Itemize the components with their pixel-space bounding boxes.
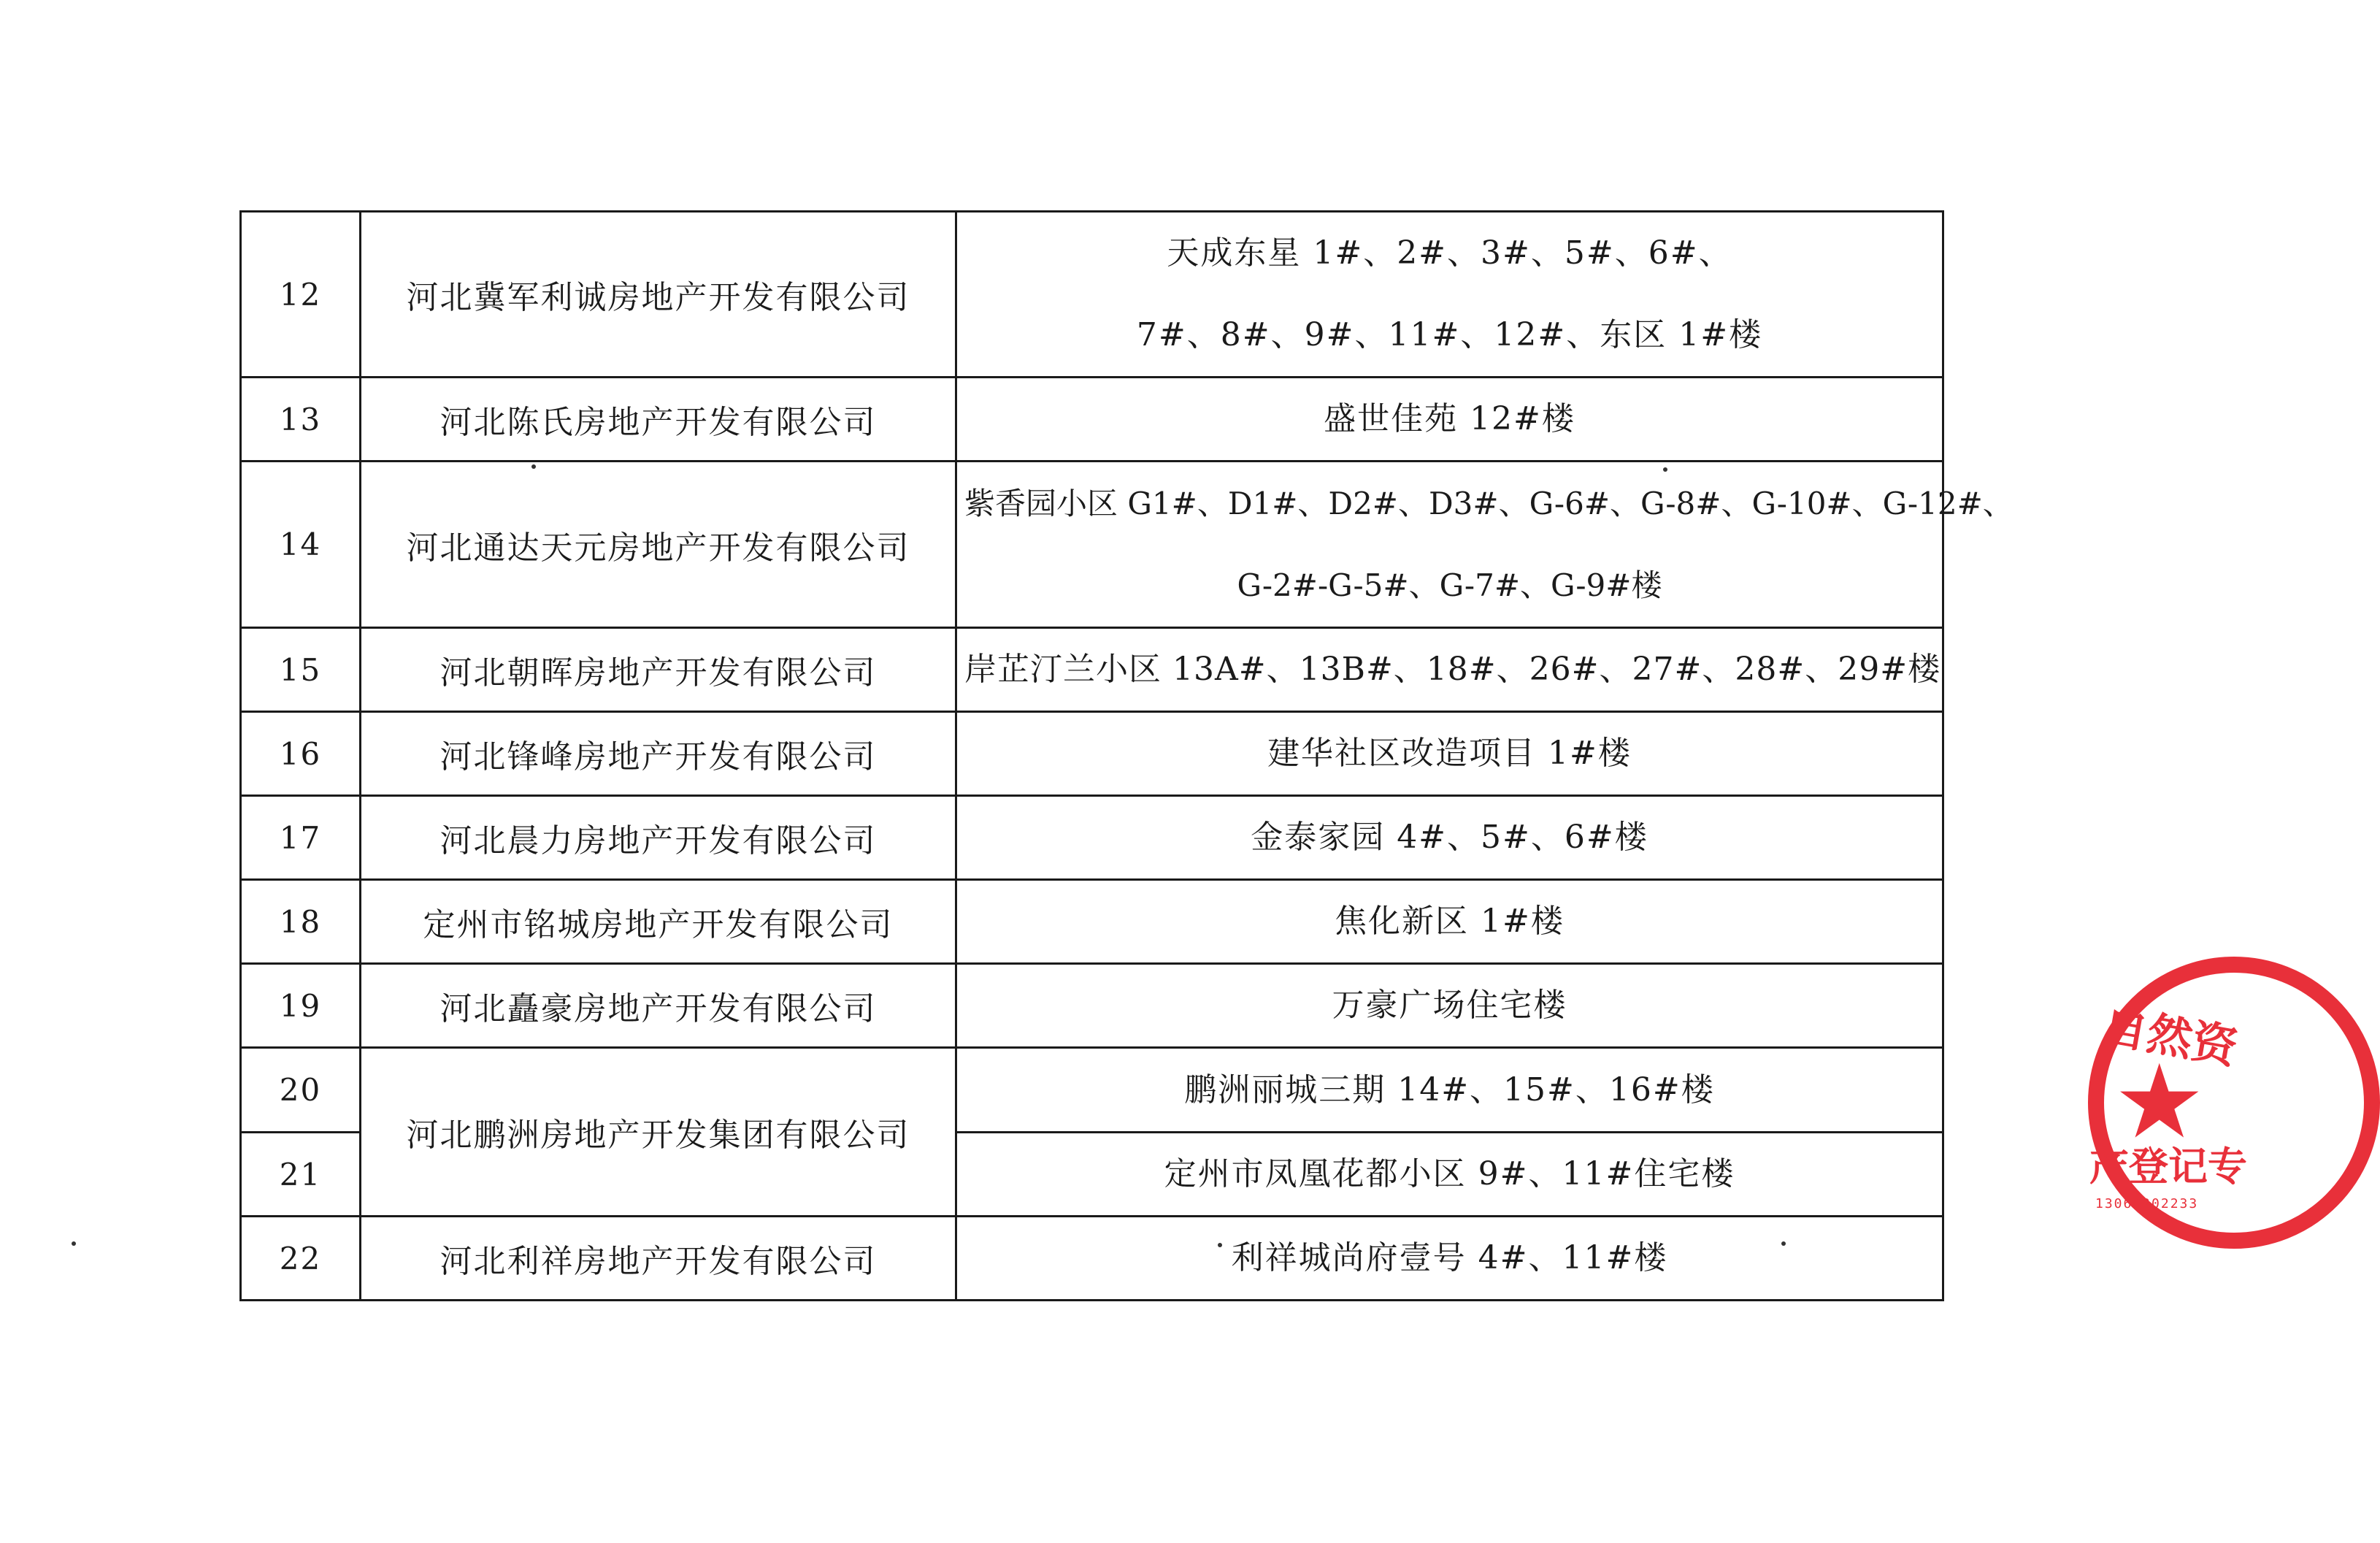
row-number: 12 [241,212,361,378]
project-cell [956,1048,1943,1133]
seal-text-bottom: 产登记专 [2089,1144,2247,1190]
project-cell [956,1133,1943,1217]
table-row [241,1048,1943,1133]
project-line: 金泰家园 4#、5#、6#楼 [1251,819,1648,856]
table-row [241,628,1943,712]
company-name: 河北冀军利诚房地产开发有限公司 [361,212,956,378]
project-table [239,210,2014,1301]
project-line: 天成东星 1#、2#、3#、5#、6#、 [1167,234,1732,272]
project-line: 岸芷汀兰小区 13A#、13B#、18#、26#、27#、28#、29#楼 [964,651,1941,688]
table-row [241,880,1943,964]
project-cell [956,212,1943,378]
project-cell [956,880,1943,964]
row-number: 19 [241,964,361,1048]
table-row [241,212,1943,378]
project-cell [956,1217,1943,1301]
project-line: 盛世佳苑 12#楼 [1324,400,1575,437]
table-row [241,712,1943,796]
row-number: 18 [241,880,361,964]
row-number: 16 [241,712,361,796]
scan-speck [531,464,536,469]
company-name: 河北矗豪房地产开发有限公司 [361,964,956,1048]
project-line: 鹏洲丽城三期 14#、15#、16#楼 [1184,1071,1715,1109]
star-icon: ★ [2114,1043,2206,1162]
company-name: 河北朝晖房地产开发有限公司 [361,628,956,712]
project-line: 紫香园小区 G1#、D1#、D2#、D3#、G-6#、G-8#、G-10#、G-12#、 [964,485,2014,521]
row-number: 20 [241,1048,361,1133]
company-name: 河北通达天元房地产开发有限公司 [361,462,956,628]
project-line: 7#、8#、9#、11#、12#、东区 1#楼 [1136,316,1763,353]
company-name: 河北晨力房地产开发有限公司 [361,796,956,880]
table-row [241,1217,1943,1301]
project-line: 万豪广场住宅楼 [1332,987,1567,1024]
project-cell [956,628,1943,712]
row-number: 15 [241,628,361,712]
scan-speck [1781,1241,1786,1246]
company-name: 河北锋峰房地产开发有限公司 [361,712,956,796]
scan-speck [72,1241,76,1246]
table-row [241,378,1943,462]
scan-speck [1663,467,1667,472]
project-line: 利祥城尚府壹号 4#、11#楼 [1231,1239,1668,1276]
company-name: 定州市铭城房地产开发有限公司 [361,880,956,964]
company-name: 河北陈氏房地产开发有限公司 [361,378,956,462]
table-row [241,796,1943,880]
seal-text-top: 自然资 [2098,998,2242,1075]
row-number: 22 [241,1217,361,1301]
project-line: G-2#-G-5#、G-7#、G-9#楼 [1237,567,1662,603]
row-number: 21 [241,1133,361,1217]
project-line: 焦化新区 1#楼 [1335,903,1565,940]
project-cell [956,964,1943,1048]
project-line: 建华社区改造项目 1#楼 [1267,735,1632,772]
row-number: 14 [241,462,361,628]
company-name: 河北利祥房地产开发有限公司 [361,1217,956,1301]
table-row [241,462,1943,628]
project-cell [956,712,1943,796]
project-line: 定州市凤凰花都小区 9#、11#住宅楼 [1164,1155,1735,1192]
project-cell [956,378,1943,462]
scan-speck [1218,1243,1222,1247]
project-cell [956,462,2014,628]
row-number: 13 [241,378,361,462]
project-cell [956,796,1943,880]
table-row [241,964,1943,1048]
row-number: 17 [241,796,361,880]
company-name: 河北鹏洲房地产开发集团有限公司 [361,1048,956,1217]
seal-code: 13068202233 [2095,1196,2199,1211]
